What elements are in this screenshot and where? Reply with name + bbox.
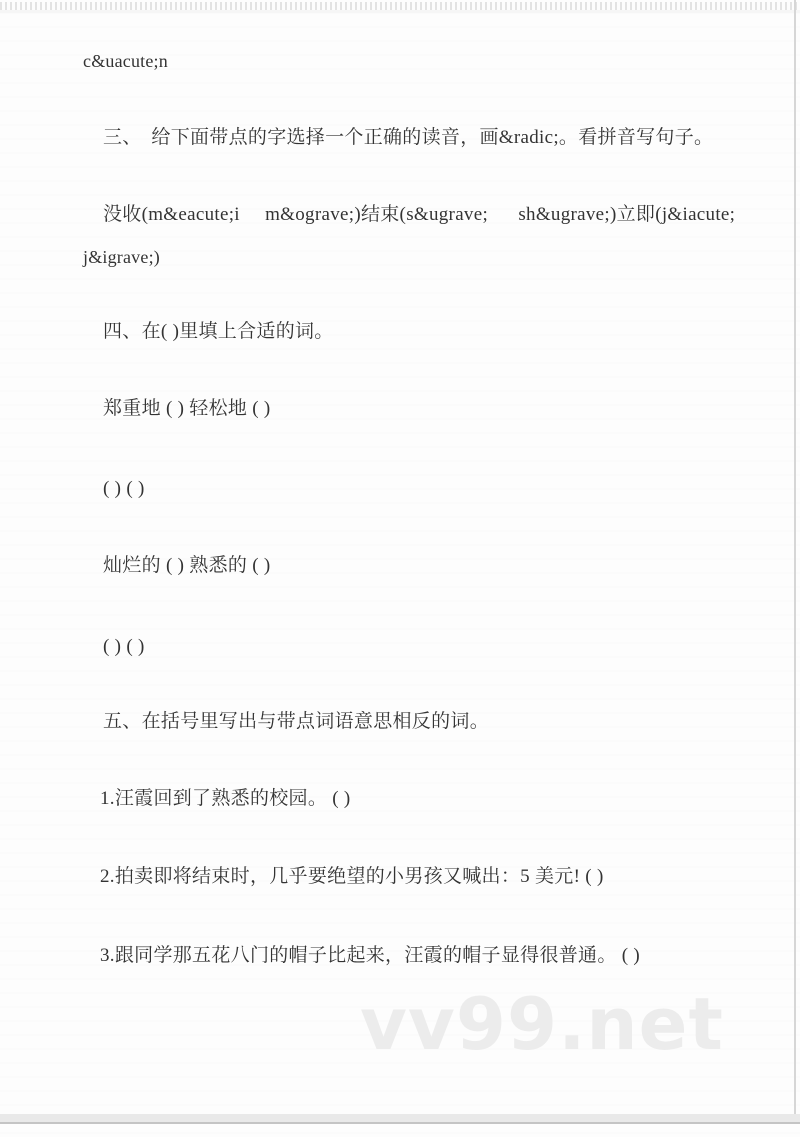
section-4-blank-row-2: ( ) ( ): [103, 636, 145, 657]
section-5-title: 五、在括号里写出与带点词语意思相反的词。: [103, 711, 490, 732]
section-3-pinyin-choices-line-1: 没收(m&eacute;i m&ograve;)结束(s&ugrave; sh&ugrave;)立即(j&iacute;: [103, 204, 736, 225]
section-3-title: 三、 给下面带点的字选择一个正确的读音，画&radic;。看拼音写句子。: [103, 127, 714, 148]
section-4-title: 四、在( )里填上合适的词。: [103, 321, 334, 342]
stray-pinyin-line-cun: c&uacute;n: [83, 51, 168, 71]
section-4-item-row-1: 郑重地 ( ) 轻松地 ( ): [103, 398, 271, 419]
section-4-item-row-2: 灿烂的 ( ) 熟悉的 ( ): [103, 555, 271, 576]
section-5-item-2: 2.拍卖即将结束时，几乎要绝望的小男孩又喊出：5 美元! ( ): [100, 866, 604, 887]
page-right-edge-line: [794, 0, 796, 1123]
section-5-item-1: 1.汪霞回到了熟悉的校园。 ( ): [100, 788, 351, 809]
section-4-blank-row-1: ( ) ( ): [103, 478, 145, 499]
section-3-pinyin-choices-line-2: j&igrave;): [83, 247, 160, 267]
page-bottom-bar: [0, 1114, 800, 1124]
section-5-item-3: 3.跟同学那五花八门的帽子比起来，汪霞的帽子显得很普通。 ( ): [100, 945, 641, 966]
page-top-perforation-texture: [0, 2, 800, 13]
site-watermark: vv99.net: [360, 982, 724, 1066]
